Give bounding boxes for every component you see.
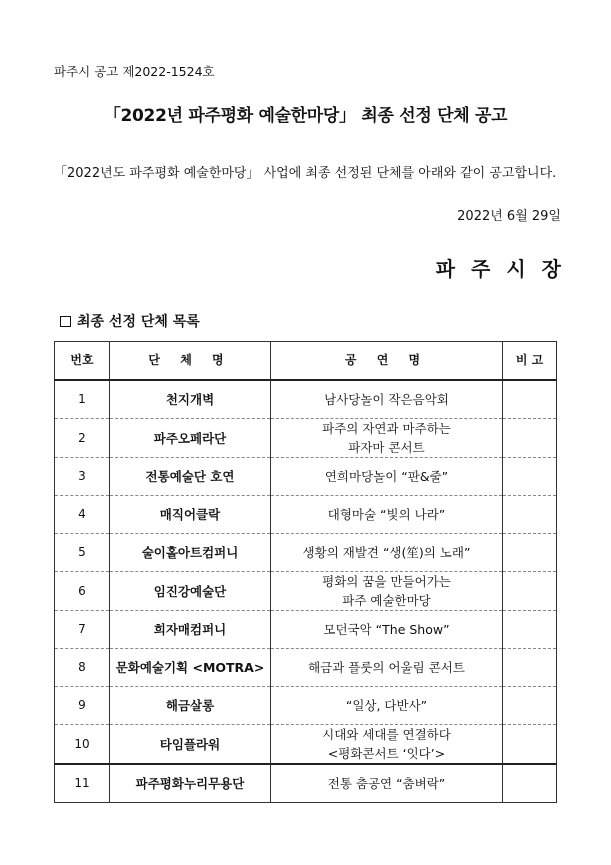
cell-number: 4 <box>55 496 110 534</box>
page-title: 「2022년 파주평화 예술한마당」 최종 선정 단체 공고 <box>103 106 508 126</box>
cell-note <box>503 764 557 803</box>
table-header-row <box>55 342 557 381</box>
cell-note <box>503 419 557 458</box>
cell-performance: 해금과 플룻의 어울림 콘서트 <box>271 649 503 687</box>
table-row <box>55 419 557 458</box>
cell-performance: 전통 춤공연 “춤벼락” <box>271 764 503 803</box>
signer: 파주시장 <box>435 257 577 281</box>
cell-group-name: 희자매컴퍼니 <box>110 611 271 649</box>
cell-performance: “일상, 다반사” <box>271 687 503 725</box>
cell-performance: 모던국악 “The Show” <box>271 611 503 649</box>
cell-number: 6 <box>55 572 110 611</box>
cell-group-name: 술이홀아트컴퍼니 <box>110 534 271 572</box>
cell-note <box>503 380 557 419</box>
cell-performance: 연희마당놀이 “판&줄” <box>271 458 503 496</box>
cell-note <box>503 458 557 496</box>
cell-note <box>503 649 557 687</box>
cell-performance: 대형마술 “빛의 나라” <box>271 496 503 534</box>
table-row <box>55 649 557 687</box>
table-row <box>55 458 557 496</box>
table-row <box>55 572 557 611</box>
cell-note <box>503 572 557 611</box>
table-row <box>55 687 557 725</box>
cell-note <box>503 687 557 725</box>
cell-number: 9 <box>55 687 110 725</box>
table-row <box>55 534 557 572</box>
header-number: 번호 <box>55 342 110 381</box>
cell-number: 8 <box>55 649 110 687</box>
table-row <box>55 611 557 649</box>
cell-number: 3 <box>55 458 110 496</box>
cell-number: 7 <box>55 611 110 649</box>
table-row <box>55 496 557 534</box>
section-heading <box>60 311 200 331</box>
cell-group-name: 해금살롱 <box>110 687 271 725</box>
cell-group-name: 천지개벽 <box>110 380 271 419</box>
notice-date: 2022년 6월 29일 <box>457 209 561 224</box>
cell-group-name: 전통예술단 호연 <box>110 458 271 496</box>
selected-groups-table <box>54 341 557 803</box>
header-note: 비 고 <box>503 342 557 381</box>
header-group: 단 체 명 <box>110 342 271 381</box>
cell-performance: 평화의 꿈을 만들어가는 파주 예술한마당 <box>271 572 503 611</box>
section-title: 최종 선정 단체 목록 <box>77 314 200 330</box>
cell-note <box>503 496 557 534</box>
cell-group-name: 파주오페라단 <box>110 419 271 458</box>
cell-number: 10 <box>55 725 110 765</box>
table-body <box>55 380 557 803</box>
cell-performance: 시대와 세대를 연결하다 <평화콘서트 ‘잇다’> <box>271 725 503 765</box>
cell-group-name: 문화예술기획 <MOTRA> <box>110 649 271 687</box>
cell-number: 11 <box>55 764 110 803</box>
cell-number: 1 <box>55 380 110 419</box>
cell-group-name: 임진강예술단 <box>110 572 271 611</box>
notice-number: 파주시 공고 제2022-1524호 <box>54 64 215 79</box>
cell-number: 5 <box>55 534 110 572</box>
table-row <box>55 725 557 765</box>
table-row <box>55 380 557 419</box>
notice-body: 「2022년도 파주평화 예술한마당」 사업에 최종 선정된 단체를 아래와 같이 공고합니다. <box>54 166 557 181</box>
cell-note <box>503 611 557 649</box>
table-row <box>55 764 557 803</box>
cell-performance: 남사당놀이 작은음악회 <box>271 380 503 419</box>
cell-performance: 파주의 자연과 마주하는 파자마 콘서트 <box>271 419 503 458</box>
cell-group-name: 파주평화누리무용단 <box>110 764 271 803</box>
square-bullet-icon <box>60 316 71 327</box>
cell-performance: 생황의 재발견 “생(笙)의 노래” <box>271 534 503 572</box>
header-performance: 공 연 명 <box>271 342 503 381</box>
cell-number: 2 <box>55 419 110 458</box>
cell-note <box>503 534 557 572</box>
cell-note <box>503 725 557 765</box>
cell-group-name: 매직어클락 <box>110 496 271 534</box>
cell-group-name: 타임플라워 <box>110 725 271 765</box>
